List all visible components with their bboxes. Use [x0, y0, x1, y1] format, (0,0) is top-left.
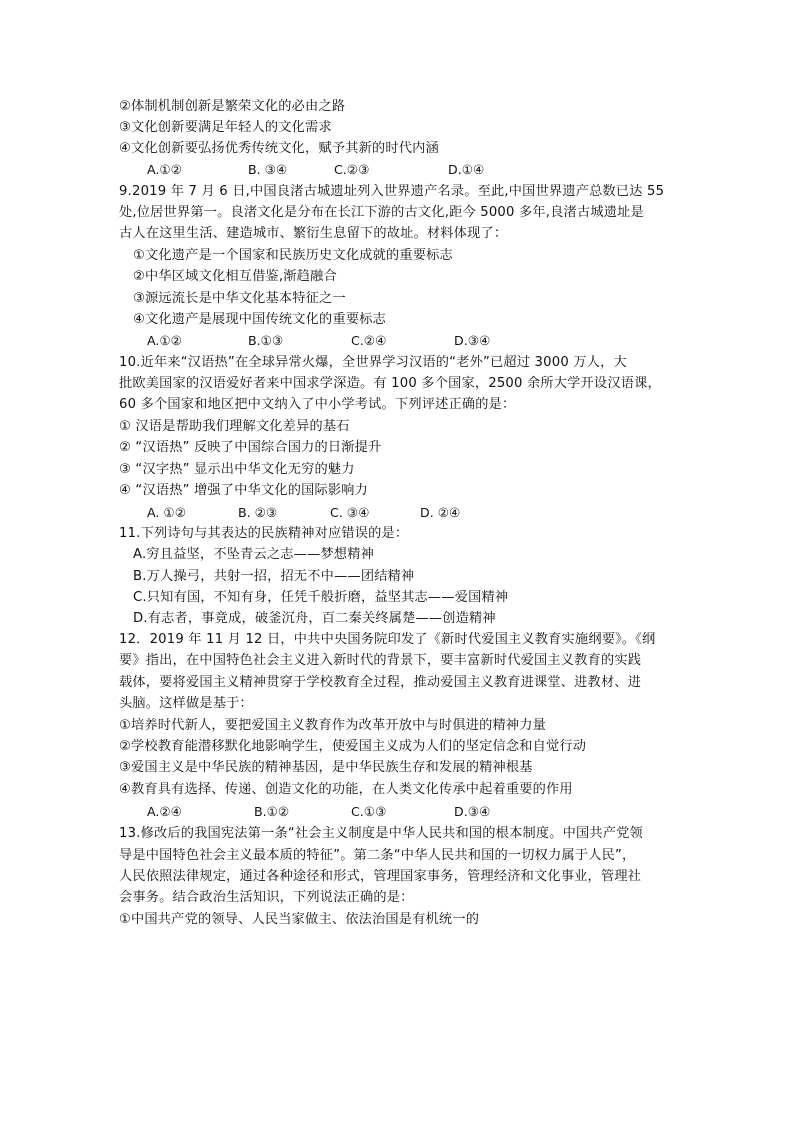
- q13-stem-line-4: 会事务。结合政治生活知识，下列说法正确的是：: [119, 890, 414, 905]
- q11-option-b: B.万人操弓，共射一招，招无不中——团结精神: [133, 569, 415, 584]
- q11-option-a: A.穷且益坚，不坠青云之志——梦想精神: [133, 547, 374, 562]
- q10-stem-line-2: 批欧美国家的汉语爱好者来中国求学深造。有 100 多个国家，2500 余所大学开设汉语课，: [119, 376, 661, 391]
- q8-item-2: ②体制机制创新是繁荣文化的必由之路: [119, 99, 346, 114]
- q8-item-3: ③文化创新要满足年轻人的文化需求: [119, 120, 332, 135]
- q10-item-2: ② “汉语热” 反映了中国综合国力的日渐提升: [119, 440, 382, 455]
- q11-option-c: C.只知有国，不知有身，任凭千般折磨，益坚其志——爱国精神: [133, 590, 509, 605]
- q9-stem-line-1: 9.2019 年 7 月 6 日,中国良渚古城遗址列入世界遗产名录。至此,中国世界遗产总数已达 55: [119, 184, 665, 199]
- q8-option-b: B. ③④: [248, 162, 288, 177]
- q12-stem-line-1: 12．2019 年 11 月 12 日，中共中央国务院印发了《新时代爱国主义教育实施纲要》。《纲: [119, 632, 656, 647]
- q9-item-2: ②中华区域文化相互借鉴,渐趋融合: [133, 269, 337, 284]
- q9-item-1: ①文化遗产是一个国家和民族历史文化成就的重要标志: [133, 248, 453, 263]
- q8-item-4: ④文化创新要弘扬优秀传统文化，赋予其新的时代内涵: [119, 141, 439, 156]
- q9-stem-line-2: 处,位居世界第一。良渚文化是分布在长江下游的古文化,距今 5000 多年,良渚古城遗址是: [119, 205, 644, 220]
- q10-item-4: ④ “汉语热” 增强了中华文化的国际影响力: [119, 483, 369, 498]
- q10-item-1: ① 汉语是帮助我们理解文化差异的基石: [119, 419, 350, 434]
- q8-option-d: D.①④: [448, 162, 485, 177]
- q8-option-c: C.②③: [334, 162, 370, 177]
- q13-item-1: ①中国共产党的领导、人民当家做主、依法治国是有机统一的: [119, 912, 480, 927]
- q10-option-b: B. ②③: [238, 505, 278, 520]
- q9-option-d: D.③④: [454, 333, 491, 348]
- q9-stem-line-3: 古人在这里生活、建造城市、繁衍生息留下的故址。材料体现了：: [119, 226, 508, 241]
- q12-item-2: ②学校教育能潜移默化地影响学生，使爱国主义成为人们的坚定信念和自觉行动: [119, 739, 587, 754]
- q9-option-b: B.①③: [248, 333, 284, 348]
- q12-item-3: ③爱国主义是中华民族的精神基因，是中华民族生存和发展的精神根基: [119, 760, 533, 775]
- q13-stem-line-3: 人民依照法律规定，通过各种途径和形式，管理国家事务，管理经济和文化事业，管理社: [119, 869, 642, 884]
- q12-option-d: D.③④: [454, 804, 491, 819]
- q12-option-a: A.②④: [147, 804, 182, 819]
- q12-item-4: ④教育具有选择、传递、创造文化的功能，在人类文化传承中起着重要的作用: [119, 782, 573, 797]
- q11-stem: 11.下列诗句与其表达的民族精神对应错误的是：: [119, 526, 409, 541]
- q10-stem-line-3: 60 多个国家和地区把中文纳入了中小学考试。下列评述正确的是：: [119, 397, 516, 412]
- q12-option-b: B.①②: [254, 804, 290, 819]
- q10-stem-line-1: 10.近年来“汉语热”在全球异常火爆，全世界学习汉语的“老外”已超过 3000 万人，大: [119, 355, 627, 370]
- q8-option-a: A.①②: [147, 162, 182, 177]
- q9-item-4: ④文化遗产是展现中国传统文化的重要标志: [133, 312, 386, 327]
- q10-option-a: A. ①②: [147, 505, 186, 520]
- q12-option-c: C.①③: [351, 804, 387, 819]
- q11-option-d: D.有志者，事竟成，破釜沉舟，百二秦关终属楚——创造精神: [133, 611, 496, 626]
- q12-stem-line-2: 要》指出，在中国特色社会主义进入新时代的背景下，要丰富新时代爱国主义教育的实践: [119, 653, 642, 668]
- q10-item-3: ③ “汉字热” 显示出中华文化无穷的魅力: [119, 462, 355, 477]
- q13-stem-line-1: 13.修改后的我国宪法第一条“社会主义制度是中华人民共和国的根本制度。中国共产党领: [119, 826, 643, 841]
- q13-stem-line-2: 导是中国特色社会主义最本质的特征”。第二条“中华人民共和国的一切权力属于人民”，: [119, 848, 636, 863]
- q9-option-c: C.②④: [351, 333, 387, 348]
- q9-item-3: ③源远流长是中华文化基本特征之一: [133, 291, 346, 306]
- q12-stem-line-3: 载体，要将爱国主义精神贯穿于学校教育全过程，推动爱国主义教育进课堂、进教材、进: [119, 675, 642, 690]
- q10-option-c: C. ③④: [330, 505, 370, 520]
- q12-item-1: ①培养时代新人，要把爱国主义教育作为改革开放中与时俱进的精神力量: [119, 718, 547, 733]
- q9-option-a: A.①②: [147, 333, 182, 348]
- q12-stem-line-4: 头脑。这样做是基于：: [119, 696, 253, 711]
- q10-option-d: D. ②④: [420, 505, 461, 520]
